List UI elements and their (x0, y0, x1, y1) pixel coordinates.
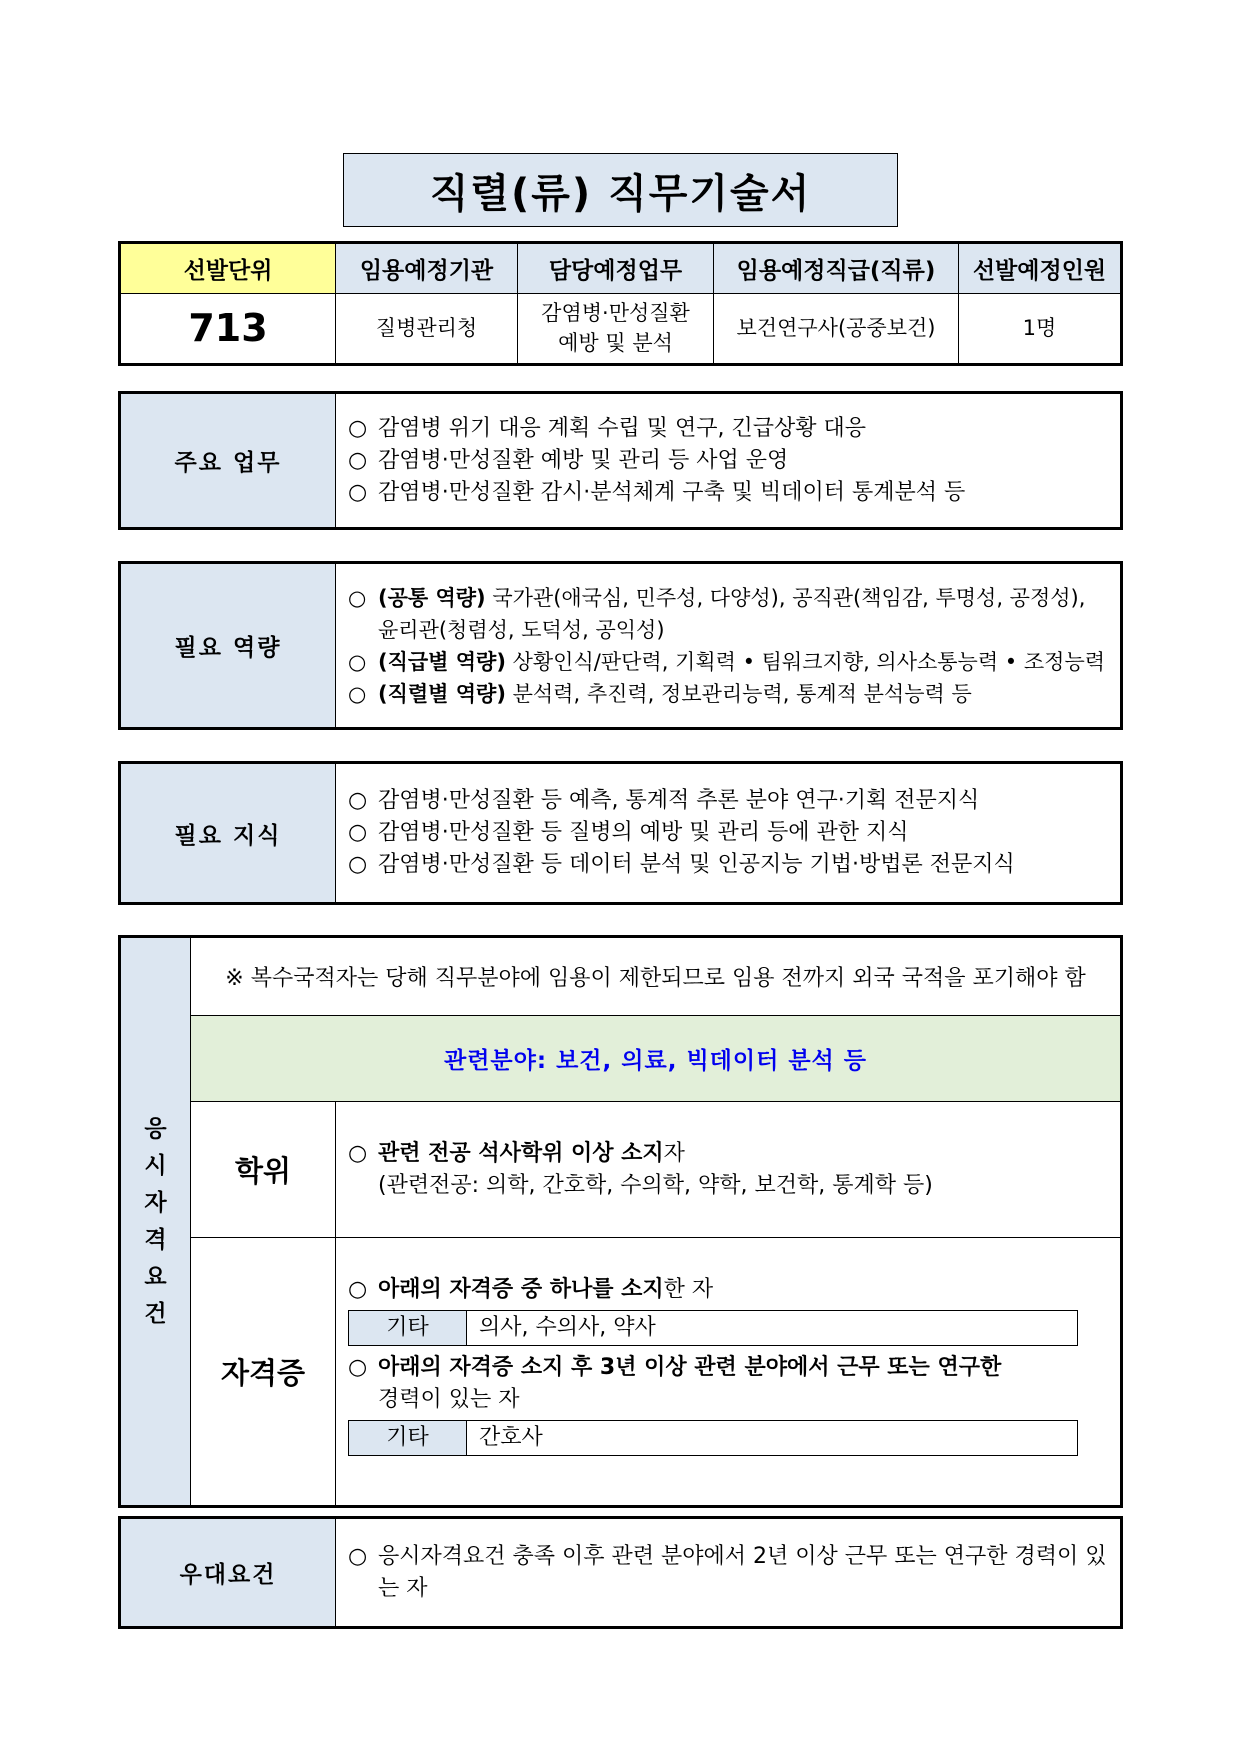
list-item (348, 1541, 1110, 1605)
preference-text: 응시자격요건 충족 이후 관련 분야에서 2년 이상 근무 또는 연구한 경력이 있는 자 (378, 1543, 1107, 1601)
competencies-content (336, 564, 1121, 728)
circle-bullet-icon: ○ (348, 820, 368, 845)
circle-bullet-icon: ○ (348, 649, 367, 674)
circle-bullet-icon: ○ (348, 1277, 368, 1302)
degree-requirement: 관련 전공 석사학위 이상 소지 (378, 1140, 664, 1166)
list-item (348, 1352, 1110, 1416)
duty-value: 감염병·만성질환 예방 및 분석 (518, 294, 714, 364)
circle-bullet-icon: ○ (348, 447, 368, 473)
preference-content (336, 1519, 1121, 1627)
vertical-label-char: 격 (144, 1226, 167, 1253)
license-experience-suffix: 경력이 있는 자 (378, 1387, 520, 1412)
list-item (348, 1274, 1110, 1306)
competencies-table (120, 563, 1121, 728)
competency-text: 분석력, 추진력, 정보관리능력, 통계적 분석능력 등 (505, 681, 972, 706)
license-content (336, 1238, 1121, 1506)
vertical-label-char: 자 (144, 1189, 167, 1216)
related-majors: (관련전공: 의학, 간호학, 수의학, 약학, 보건학, 통계학 등) (378, 1172, 933, 1198)
license-table-2 (348, 1420, 1078, 1456)
list-item (348, 849, 1110, 881)
circle-bullet-icon: ○ (348, 479, 368, 505)
degree-label: 학위 (191, 1102, 336, 1238)
duty-text: 감염병·만성질환 감시·분석체계 구축 및 빅데이터 통계분석 등 (378, 479, 966, 505)
competency-text: 상황인식/판단력, 기획력 • 팀워크지향, 의사소통능력 • 조정능력 (505, 649, 1106, 674)
agency-value: 질병관리청 (336, 294, 518, 364)
qualifications-label (121, 938, 191, 1506)
header-col-selection-unit: 선발단위 (121, 244, 336, 294)
related-field-banner: 관련분야: 보건, 의료, 빅데이터 분석 등 (191, 1016, 1121, 1102)
competency-category: (직렬별 역량) (378, 681, 506, 706)
header-col-grade: 임용예정직급(직류) (714, 244, 959, 294)
knowledge-table (120, 763, 1121, 903)
knowledge-text: 감염병·만성질환 등 예측, 통계적 추론 분야 연구·기획 전문지식 (378, 788, 980, 813)
degree-content (336, 1102, 1121, 1238)
dual-citizenship-note: ※ 복수국적자는 당해 직무분야에 임용이 제한되므로 임용 전까지 외국 국적을 포기해야 함 (191, 938, 1121, 1016)
license-type-cell: 기타 (349, 1311, 467, 1346)
vertical-label-char: 건 (144, 1300, 167, 1327)
list-item (348, 477, 1110, 509)
list-item (348, 817, 1110, 849)
header-table (120, 243, 1121, 364)
list-item (348, 445, 1110, 477)
vertical-label-char: 시 (144, 1152, 167, 1179)
qualifications-table (120, 937, 1121, 1506)
circle-bullet-icon: ○ (348, 1140, 368, 1166)
list-item (348, 678, 1110, 710)
list-item (348, 413, 1110, 445)
competencies-label: 필요 역량 (121, 564, 336, 728)
duty-text: 감염병 위기 대응 계획 수립 및 연구, 긴급상황 대응 (378, 415, 866, 441)
license-list-cell: 간호사 (467, 1421, 1078, 1456)
knowledge-text: 감염병·만성질환 등 질병의 예방 및 관리 등에 관한 지식 (378, 820, 909, 845)
preference-label: 우대요건 (121, 1519, 336, 1627)
circle-bullet-icon: ○ (348, 1543, 368, 1569)
list-item (348, 646, 1110, 678)
headcount-value: 1명 (959, 294, 1121, 364)
knowledge-label: 필요 지식 (121, 764, 336, 903)
header-col-agency: 임용예정기관 (336, 244, 518, 294)
header-col-headcount: 선발예정인원 (959, 244, 1121, 294)
license-experience-requirement: 아래의 자격증 소지 후 3년 이상 관련 분야에서 근무 또는 연구한 (378, 1355, 1002, 1380)
selection-unit-value: 713 (121, 294, 336, 364)
license-label: 자격증 (191, 1238, 336, 1506)
circle-bullet-icon: ○ (348, 415, 368, 441)
license-requirement: 아래의 자격증 중 하나를 소지 (378, 1277, 664, 1302)
circle-bullet-icon: ○ (348, 585, 367, 610)
knowledge-content (336, 764, 1121, 903)
license-list-cell: 의사, 수의사, 약사 (467, 1311, 1078, 1346)
preference-table (120, 1518, 1121, 1627)
vertical-label-char: 응 (144, 1115, 167, 1142)
page-title: 직렬(류) 직무기술서 (343, 153, 898, 227)
duty-text: 감염병·만성질환 예방 및 관리 등 사업 운영 (378, 447, 789, 473)
header-col-duty: 담당예정업무 (518, 244, 714, 294)
circle-bullet-icon: ○ (348, 788, 368, 813)
license-type-cell: 기타 (349, 1421, 467, 1456)
list-item (348, 1138, 1110, 1170)
degree-requirement-suffix: 자 (663, 1140, 685, 1166)
circle-bullet-icon: ○ (348, 852, 368, 877)
duties-content (336, 394, 1121, 528)
duties-table (120, 393, 1121, 528)
knowledge-text: 감염병·만성질환 등 데이터 분석 및 인공지능 기법·방법론 전문지식 (378, 852, 1015, 877)
duties-label: 주요 업무 (121, 394, 336, 528)
vertical-label-char: 요 (144, 1263, 167, 1290)
competency-text: 국가관(애국심, 민주성, 다양성), 공직관(책임감, 투명성, 공정성), 윤리관(청렴성, 도덕성, 공익성) (378, 585, 1086, 642)
grade-value: 보건연구사(공중보건) (714, 294, 959, 364)
competency-category: (직급별 역량) (378, 649, 506, 674)
list-item (348, 785, 1110, 817)
circle-bullet-icon: ○ (348, 1355, 368, 1380)
license-requirement-suffix: 한 자 (663, 1277, 714, 1302)
competency-category: (공통 역량) (378, 585, 486, 610)
circle-bullet-icon: ○ (348, 681, 367, 706)
license-table-1 (348, 1310, 1078, 1346)
list-item (348, 582, 1110, 646)
